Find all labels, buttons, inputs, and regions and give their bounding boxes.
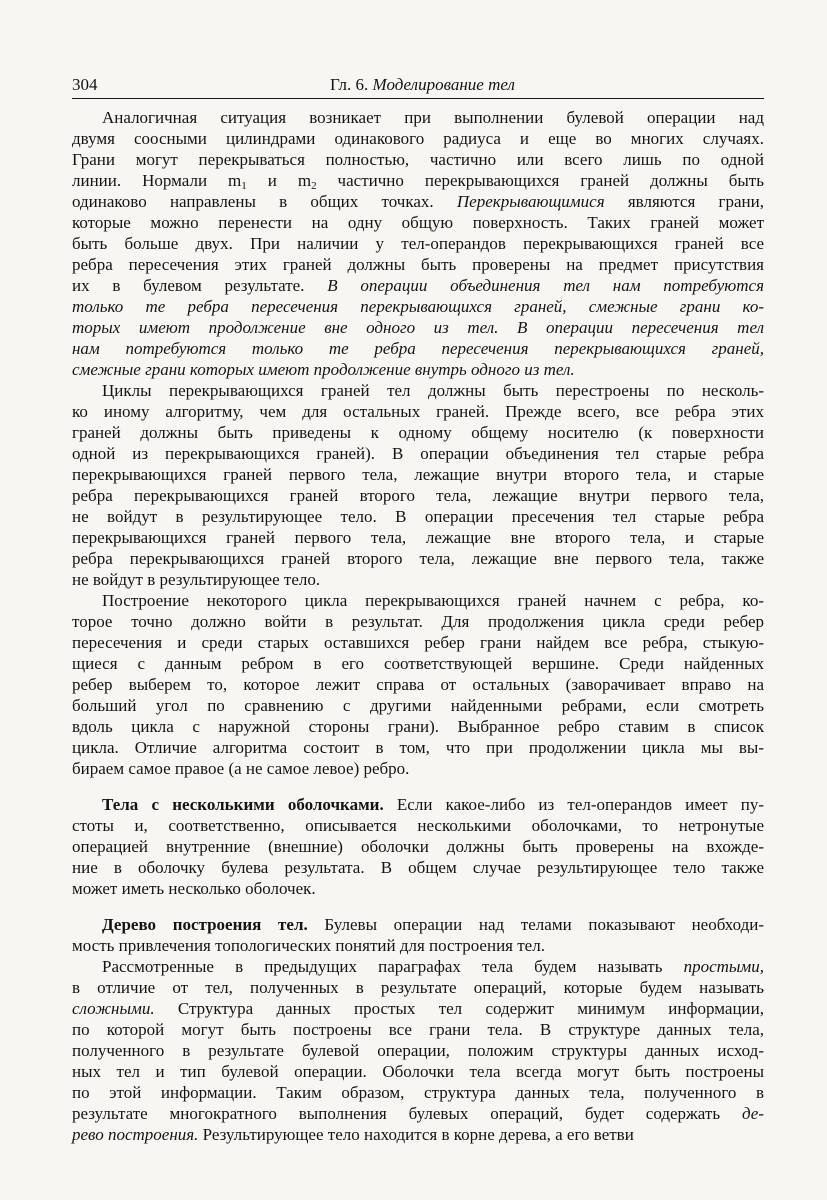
text-line <box>72 317 764 338</box>
text-line <box>72 548 764 569</box>
paragraph <box>72 956 764 1145</box>
text-run: по которой могут быть построены все грани тела. В структуре данных тела, <box>72 1020 764 1039</box>
text-line <box>72 422 764 443</box>
chapter-title: Моделирование тел <box>372 75 515 94</box>
text-line <box>72 794 764 815</box>
text-run: ребра пересечения этих граней должны быть проверены на предмет присутствия <box>72 255 764 274</box>
text-line <box>72 506 764 527</box>
text-run: Если какое-либо из тел-операндов имеет пу- <box>383 795 764 814</box>
text-run: Построение некоторого цикла перекрывающихся граней начнем с ребра, ко- <box>102 591 764 610</box>
text-line <box>72 632 764 653</box>
text-run: Грани могут перекрываться полностью, частично или всего лишь по одной <box>72 150 764 169</box>
page-header <box>72 74 764 99</box>
text-run: бираем самое правое (а не самое левое) ребро. <box>72 759 410 778</box>
text-run: вдоль цикла с наружной стороны грани). Выбранное ребро ставим в список <box>72 717 764 736</box>
text-run: ние в оболочку булева результата. В общем случае результирующее тело также <box>72 858 764 877</box>
text-line <box>72 485 764 506</box>
text-line <box>72 611 764 632</box>
text-line <box>72 464 764 485</box>
text-run: Дерево построения тел. <box>102 915 308 934</box>
text-run: Булевы операции над телами показывают необходи- <box>307 915 764 934</box>
text-line <box>72 653 764 674</box>
subscript: 1 <box>241 180 247 192</box>
text-line <box>72 998 764 1019</box>
text-line <box>72 296 764 317</box>
text-line <box>72 380 764 401</box>
text-run: Аналогичная ситуация возникает при выполнении булевой операции над <box>102 108 764 127</box>
text-line <box>72 914 764 935</box>
text-run: и m <box>246 171 312 190</box>
text-run: торых имеют продолжение вне одного из тел. В операции пересечения тел <box>72 318 764 337</box>
text-run: Структура данных простых тел содержит минимум информации, <box>154 999 764 1018</box>
body-text <box>72 107 764 1145</box>
text-line <box>72 443 764 464</box>
text-run: по этой информации. Таким образом, структура данных тела, полученного в <box>72 1083 764 1102</box>
text-line <box>72 233 764 254</box>
text-line <box>72 857 764 878</box>
text-line <box>72 737 764 758</box>
text-run: рево построения. <box>72 1125 199 1144</box>
chapter-number: Гл. 6. <box>330 75 369 94</box>
text-run: Рассмотренные в предыдущих параграфах тела будем называть <box>102 957 684 976</box>
text-run: цикла. Отличие алгоритма состоит в том, что при продолжении цикла мы вы- <box>72 738 764 757</box>
text-run: ребер выберем то, которое лежит справа от остальных (заворачивает вправо на <box>72 675 764 694</box>
text-line <box>72 836 764 857</box>
subscript: 2 <box>311 180 317 192</box>
paragraph <box>72 794 764 899</box>
text-run: не войдут в результирующее тело. <box>72 570 321 589</box>
text-line <box>72 758 764 779</box>
text-run: щиеся с данным ребром в его соответствующей вершине. Среди найденных <box>72 654 764 673</box>
text-line <box>72 1019 764 1040</box>
text-line <box>72 107 764 128</box>
text-line <box>72 1040 764 1061</box>
text-line <box>72 815 764 836</box>
text-run: стоты и, соответственно, описывается несколькими оболочками, то нетронутые <box>72 816 764 835</box>
text-line <box>72 878 764 899</box>
text-line <box>72 956 764 977</box>
text-run: быть больше двух. При наличии у тел-операндов перекрывающихся граней все <box>72 234 764 253</box>
text-line <box>72 254 764 275</box>
text-run: которые можно перенести на одну общую поверхность. Таких граней может <box>72 213 764 232</box>
text-run: только те ребра пересечения перекрывающихся граней, смежные грани ко- <box>72 297 764 316</box>
paragraph <box>72 380 764 590</box>
text-run: де- <box>741 1104 764 1123</box>
text-line <box>72 401 764 422</box>
text-run: частично перекрывающихся граней должны быть <box>316 171 764 190</box>
text-line <box>72 674 764 695</box>
text-line <box>72 977 764 998</box>
text-run: результате многократного выполнения булевых операций, будет содержать <box>72 1104 742 1123</box>
text-run: простыми, <box>683 957 764 976</box>
text-run: их в булевом результате. <box>72 276 328 295</box>
text-run: ребра перекрывающихся граней второго тела, лежащие внутри первого тела, <box>72 486 764 505</box>
text-run: может иметь несколько оболочек. <box>72 879 316 898</box>
text-run: перекрывающихся граней первого тела, лежащие вне второго тела, и старые <box>72 528 764 547</box>
text-run: в отличие от тел, полученных в результате операций, которые будем называть <box>72 978 764 997</box>
text-run: Результирующее тело находится в корне дерева, а его ветви <box>198 1125 634 1144</box>
text-line <box>72 527 764 548</box>
text-run: двумя соосными цилиндрами одинакового радиуса и еще во многих случаях. <box>72 129 764 148</box>
text-line <box>72 212 764 233</box>
text-run: торое точно должно войти в результат. Для продолжения цикла среди ребер <box>72 612 764 631</box>
paragraph-gap <box>72 899 764 914</box>
paragraph-gap <box>72 779 764 794</box>
text-run: операцией внутренние (внешние) оболочки должны быть проверены на вхожде- <box>72 837 764 856</box>
text-run: Циклы перекрывающихся граней тел должны быть перестроены по несколь- <box>102 381 764 400</box>
text-run: не войдут в результирующее тело. В операции пресечения тел старые ребра <box>72 507 764 526</box>
paragraph <box>72 914 764 956</box>
text-line <box>72 1124 764 1145</box>
page-number: 304 <box>72 75 98 94</box>
text-run: являются грани, <box>604 192 764 211</box>
text-line <box>72 170 764 191</box>
text-run: пересечения и среди старых оставшихся ребер грани найдем все ребра, стыкую- <box>72 633 764 652</box>
text-run: больший угол по сравнению с другими найденными ребрами, если смотреть <box>72 696 764 715</box>
text-line <box>72 1061 764 1082</box>
text-line <box>72 569 764 590</box>
text-run: перекрывающихся граней первого тела, лежащие внутри второго тела, и старые <box>72 465 764 484</box>
text-run: граней должны быть приведены к одному общему носителю (к поверхности <box>72 423 764 442</box>
text-line <box>72 338 764 359</box>
text-line <box>72 128 764 149</box>
text-line <box>72 1082 764 1103</box>
text-run: ребра перекрывающихся граней второго тела, лежащие вне первого тела, также <box>72 549 764 568</box>
text-run: одинаково направлены в общих точках. <box>72 192 457 211</box>
text-line <box>72 716 764 737</box>
text-line <box>72 275 764 296</box>
text-run: В операции объединения тел нам потребуются <box>327 276 764 295</box>
text-line <box>72 191 764 212</box>
text-run: сложными. <box>72 999 155 1018</box>
paragraph <box>72 107 764 380</box>
text-line <box>72 695 764 716</box>
text-run: смежные грани которых имеют продолжение внутрь одного из тел. <box>72 360 575 379</box>
text-run: полученного в результате булевой операции, положим структуры данных исход- <box>72 1041 764 1060</box>
text-run: Тела с несколькими оболочками. <box>102 795 384 814</box>
text-line <box>72 590 764 611</box>
text-run: нам потребуются только те ребра пересечения перекрывающихся граней, <box>72 339 764 358</box>
text-line <box>72 359 764 380</box>
text-run: линии. Нормали m <box>72 171 242 190</box>
text-line <box>72 149 764 170</box>
text-run: Перекрывающимися <box>456 192 605 211</box>
paragraph <box>72 590 764 779</box>
text-line <box>72 1103 764 1124</box>
text-run: ных тел и тип булевой операции. Оболочки тела всегда могут быть построены <box>72 1062 764 1081</box>
text-line <box>72 935 764 956</box>
text-run: одной из перекрывающихся граней). В операции объединения тел старые ребра <box>72 444 764 463</box>
text-run: ко иному алгоритму, чем для остальных граней. Прежде всего, все ребра этих <box>72 402 764 421</box>
running-head <box>330 74 515 96</box>
text-run: мость привлечения топологических понятий для построения тел. <box>72 936 545 955</box>
